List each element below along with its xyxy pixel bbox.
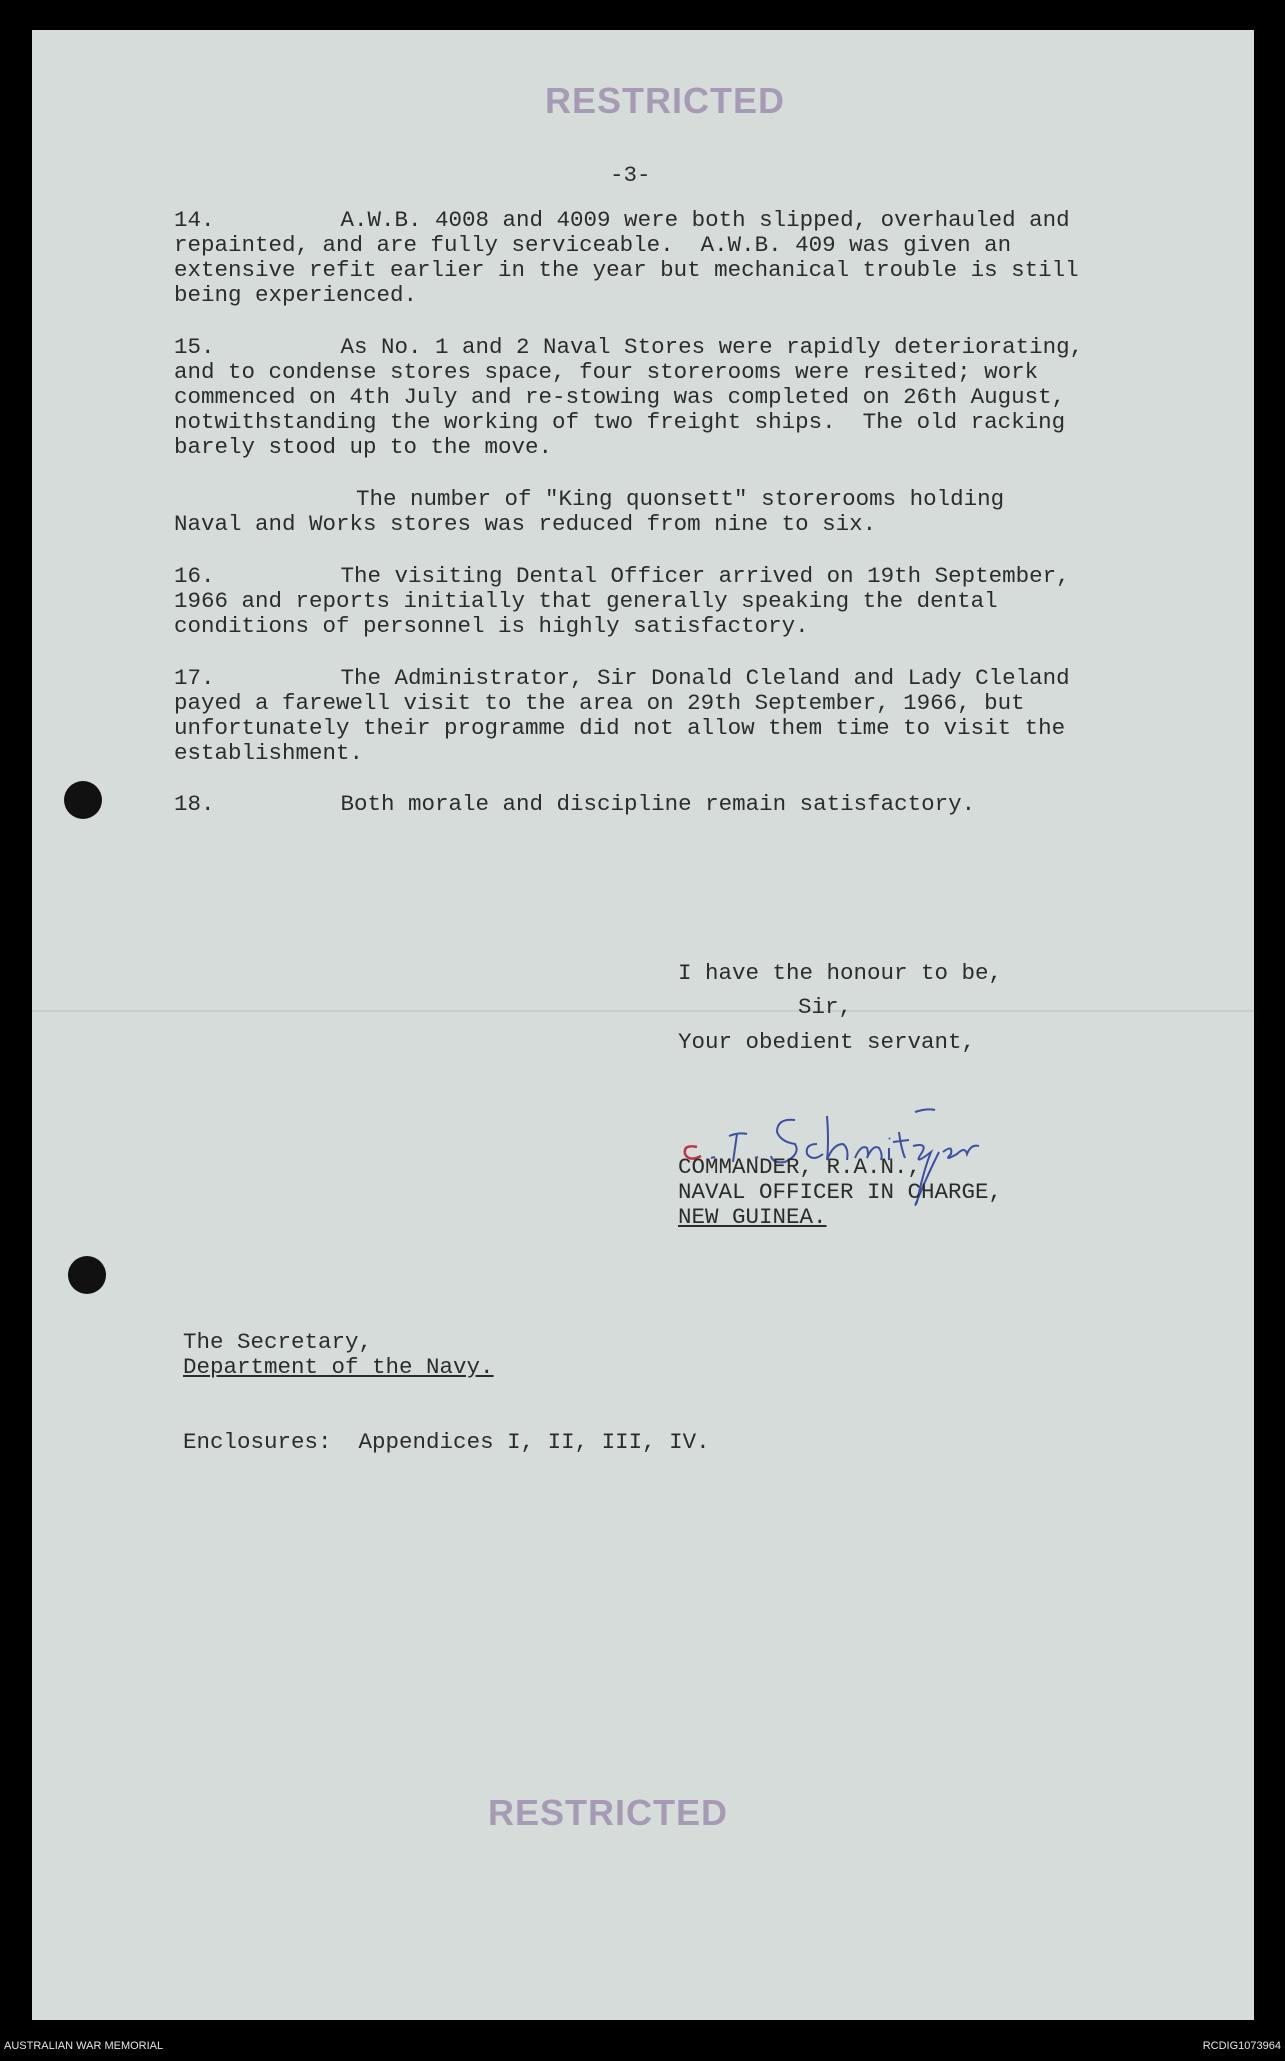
para-14-line-2: repainted, and are fully serviceable. A.W.B. 409 was given an	[174, 232, 1012, 258]
para-text: The Administrator, Sir Donald Cleland and Lady Cleland	[340, 665, 1070, 691]
para-text: Both morale and discipline remain satisfactory.	[340, 791, 976, 817]
document-page	[32, 30, 1254, 2020]
signatory-title: NAVAL OFFICER IN CHARGE,	[678, 1179, 1003, 1205]
closing-line-2: Sir,	[798, 994, 853, 1020]
para-15-line-1	[174, 335, 1083, 360]
para-15-line-5: barely stood up to the move.	[174, 434, 553, 460]
para-number: 14.	[174, 207, 215, 233]
para-number: 17.	[174, 665, 215, 691]
para-17-line-3: unfortunately their programme did not allow them time to visit the	[174, 715, 1066, 741]
para-17-line-1	[174, 666, 1070, 691]
fold-crease	[32, 1010, 1254, 1012]
para-16-line-1	[174, 564, 1070, 589]
para-15b-line-2: Naval and Works stores was reduced from nine to six.	[174, 511, 877, 537]
para-15b-line-1: The number of "King quonsett" storerooms holding	[356, 486, 1005, 512]
footer-record-id: RCDIG1073964	[1202, 2040, 1281, 2052]
enclosures	[183, 1430, 710, 1455]
closing-line-1: I have the honour to be,	[678, 960, 1003, 986]
para-17-line-4: establishment.	[174, 740, 364, 766]
para-15-line-4: notwithstanding the working of two freight ships. The old racking	[174, 409, 1066, 435]
para-16-line-2: 1966 and reports initially that generally speaking the dental	[174, 588, 998, 614]
para-14-line-4: being experienced.	[174, 282, 418, 308]
enclosures-label: Enclosures:	[183, 1429, 332, 1455]
para-14-line-3: extensive refit earlier in the year but mechanical trouble is still	[174, 257, 1079, 283]
punch-hole-top	[64, 781, 102, 819]
para-17-line-2: payed a farewell visit to the area on 29th September, 1966, but	[174, 690, 1025, 716]
para-15-line-2: and to condense stores space, four storerooms were resited; work	[174, 359, 1039, 385]
closing-line-3: Your obedient servant,	[678, 1029, 976, 1055]
signatory-location: NEW GUINEA.	[678, 1204, 827, 1230]
signatory-rank: COMMANDER, R.A.N.,	[678, 1154, 922, 1180]
para-number: 16.	[174, 563, 215, 589]
page-number: -3-	[610, 162, 651, 188]
restricted-stamp-top: RESTRICTED	[545, 80, 786, 121]
para-18-line-1	[174, 792, 975, 817]
addressee-line-2: Department of the Navy.	[183, 1354, 494, 1380]
para-text: As No. 1 and 2 Naval Stores were rapidly deteriorating,	[340, 334, 1084, 360]
para-14-line-1	[174, 208, 1070, 233]
punch-hole-bottom	[68, 1256, 106, 1294]
para-number: 18.	[174, 791, 215, 817]
enclosures-value: Appendices I, II, III, IV.	[358, 1429, 710, 1455]
addressee-line-1: The Secretary,	[183, 1329, 373, 1355]
para-text: A.W.B. 4008 and 4009 were both slipped, overhauled and	[340, 207, 1070, 233]
para-16-line-3: conditions of personnel is highly satisfactory.	[174, 613, 809, 639]
restricted-stamp-bottom: RESTRICTED	[488, 1792, 729, 1833]
footer-archive-name: AUSTRALIAN WAR MEMORIAL	[4, 2040, 164, 2052]
para-15-line-3: commenced on 4th July and re-stowing was completed on 26th August,	[174, 384, 1066, 410]
para-number: 15.	[174, 334, 215, 360]
para-text: The visiting Dental Officer arrived on 19th September,	[340, 563, 1070, 589]
